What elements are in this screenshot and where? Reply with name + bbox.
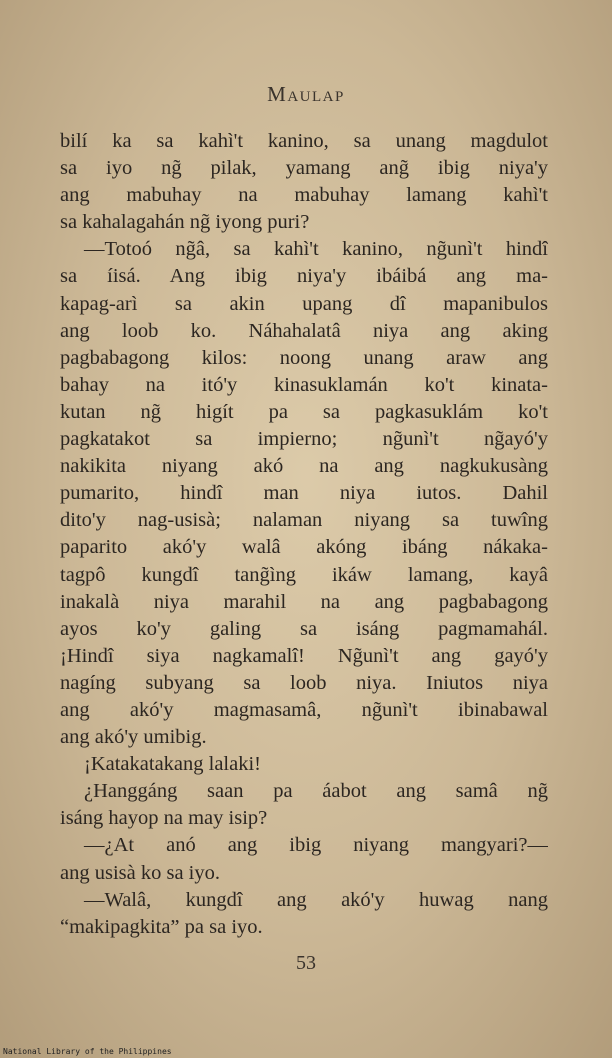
text-line: ¡Hindî siya nagkamalî! Ng̃unì't ang gayó'y [60,644,548,667]
text-line: dito'y nag-usisà; nalaman niyang sa tuwîng [60,509,548,532]
page-number: 53 [296,952,316,974]
text-line: kutan ng̃ higít pa sa pagkasuklám ko't [60,400,548,423]
text-line: —¿At anó ang ibig niyang mangyari?— [84,834,548,857]
text-line: inakalà niya marahil na ang pagbabagong [60,590,548,613]
text-line: sa iyo ng̃ pilak, yamang ang̃ ibig niya'y [60,157,548,180]
text-line: “makipagkita” pa sa iyo. [60,915,263,938]
library-footer: National Library of the Philippines [3,1047,172,1056]
text-line: ayos ko'y galing sa isáng pagmamahál. [60,617,548,640]
text-line: bahay na itó'y kinasuklamán ko't kinata- [60,373,548,396]
text-line: ang usisà ko sa iyo. [60,861,220,884]
text-line: nagíng subyang sa loob niya. Iniutos niya [60,671,548,694]
text-line: pumarito, hindî man niya iutos. Dahil [60,482,548,505]
text-line: sa íisá. Ang ibig niya'y ibáibá ang ma- [60,265,548,288]
text-line: pagbabagong kilos: noong unang araw ang [60,346,548,369]
text-line: ang loob ko. Náhahalatâ niya ang aking [60,319,548,342]
text-line: ang akó'y magmasamâ, ng̃unì't ibinabawal [60,698,548,721]
text-line: —Walâ, kungdî ang akó'y huwag nang [84,888,548,911]
text-line: tagpô kungdî tang̃ìng ikáw lamang, kayâ [60,563,548,586]
text-line: ¿Hanggáng saan pa áabot ang samâ ng̃ [84,780,548,803]
text-line: nakikita niyang akó na ang nagkukusàng [60,455,548,478]
text-line: sa kahalagahán ng̃ iyong puri? [60,211,310,234]
text-line: pagkatakot sa impierno; ng̃unì't ng̃ayó'y [60,428,548,451]
text-line: ang mabuhay na mabuhay lamang kahì't [60,184,548,207]
text-line: —Totoó ng̃â, sa kahì't kanino, ng̃unì't hindî [84,238,548,261]
text-line: paparito akó'y walâ akóng ibáng nákaka- [60,536,548,559]
text-line: bilí ka sa kahì't kanino, sa unang magdulot [60,130,548,152]
text-line: ¡Katakatakang lalaki! [84,753,262,776]
running-header: Maulap [267,82,345,106]
text-line: kapag-arì sa akin upang dî mapanibulos [60,292,548,315]
body-text [60,128,548,941]
text-line: isáng hayop na may isip? [60,807,268,830]
text-line: ang akó'y umibig. [60,726,207,749]
